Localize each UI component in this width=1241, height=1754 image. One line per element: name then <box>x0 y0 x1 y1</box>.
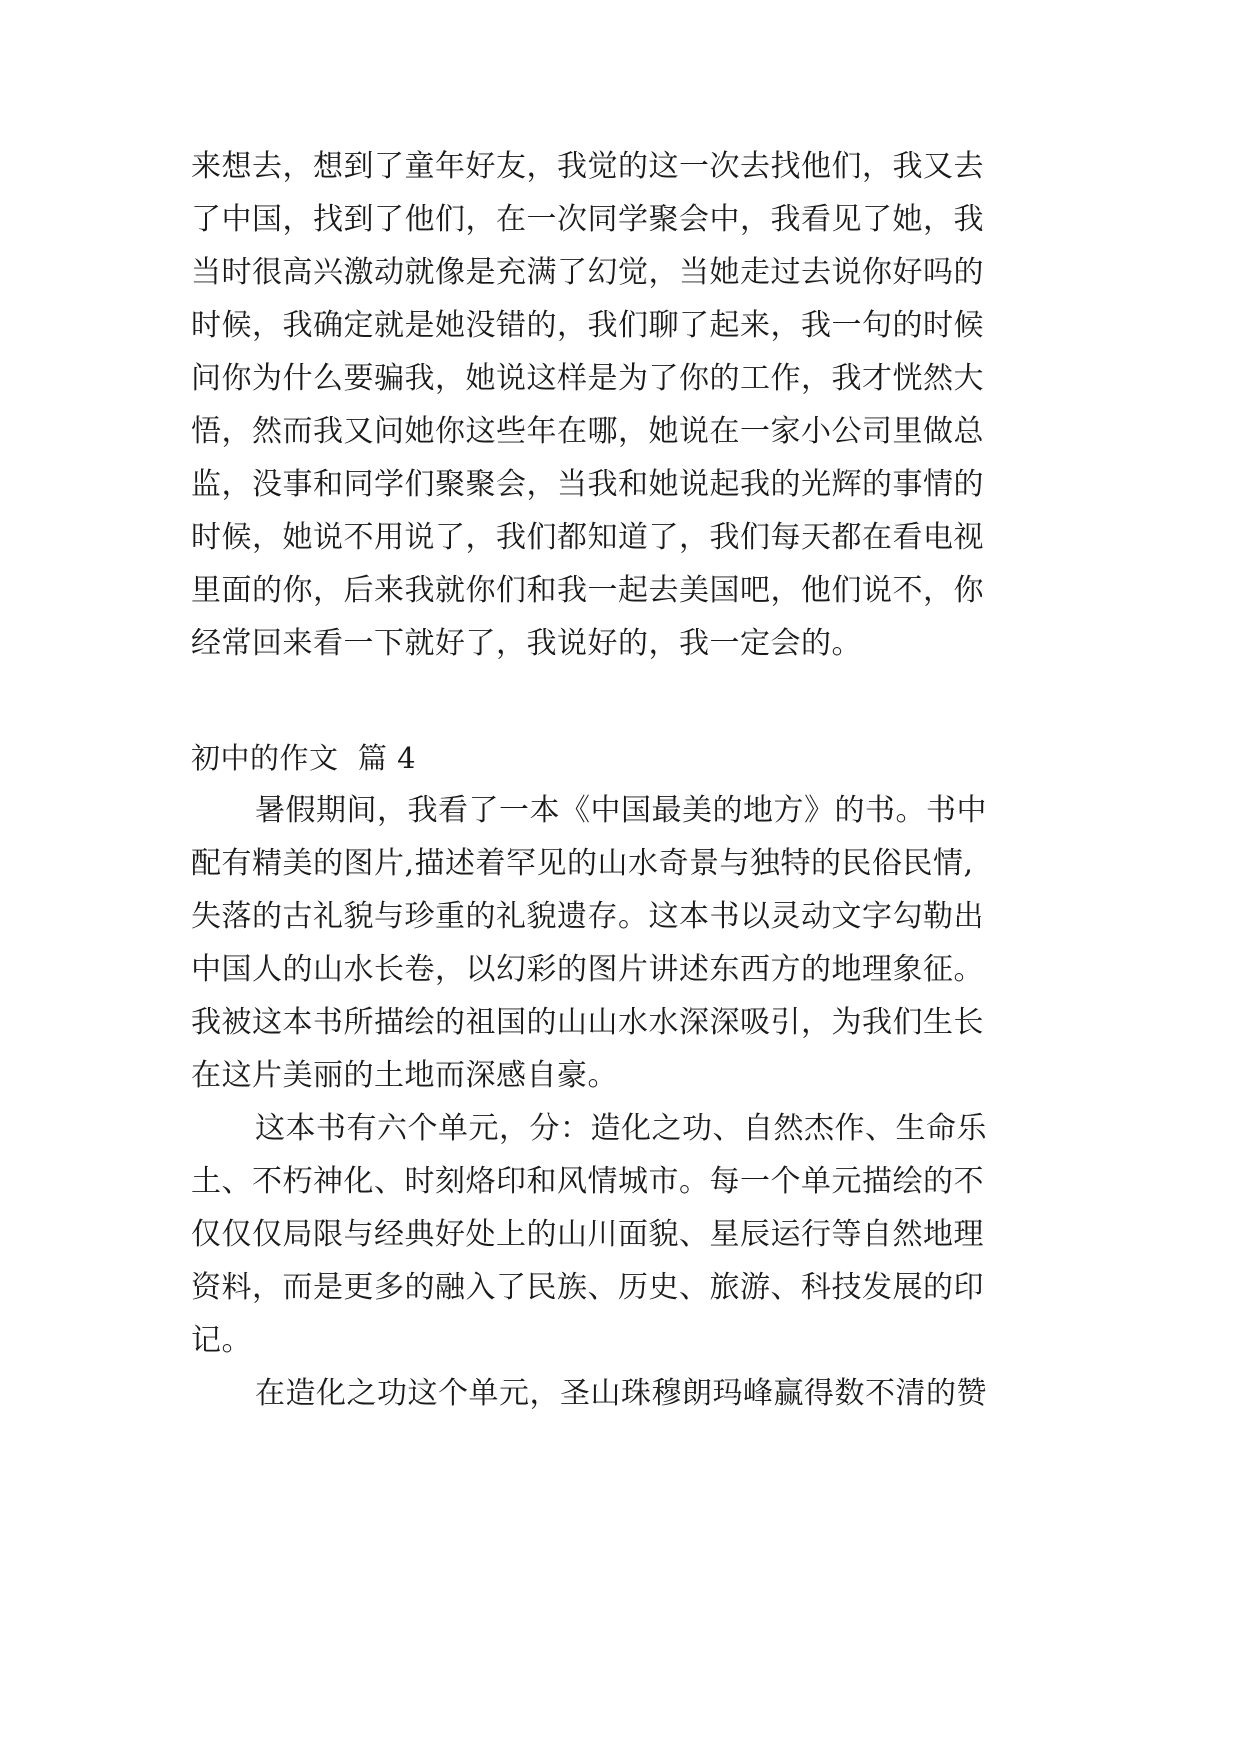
text-line: 当时很高兴激动就像是充满了幻觉，当她走过去说你好吗的 <box>191 255 984 290</box>
text-line: 资料，而是更多的融入了民族、历史、旅游、科技发展的印 <box>191 1270 984 1305</box>
text-line: 问你为什么要骗我，她说这样是为了你的工作，我才恍然大 <box>191 361 984 396</box>
text-line: 这本书有六个单元，分：造化之功、自然杰作、生命乐 <box>255 1111 987 1146</box>
text-line: 在这片美丽的土地而深感自豪。 <box>191 1058 618 1093</box>
text-line: 土、不朽神化、时刻烙印和风情城市。每一个单元描绘的不 <box>191 1164 984 1199</box>
text-line: 记。 <box>191 1323 252 1358</box>
text-line: 配有精美的图片,描述着罕见的山水奇景与独特的民俗民情, <box>191 846 974 881</box>
text-line: 我被这本书所描绘的祖国的山山水水深深吸引，为我们生长 <box>191 1005 984 1040</box>
text-line: 监，没事和同学们聚聚会，当我和她说起我的光辉的事情的 <box>191 467 984 502</box>
text-line: 里面的你，后来我就你们和我一起去美国吧，他们说不，你 <box>191 573 984 608</box>
text-line: 经常回来看一下就好了，我说好的，我一定会的。 <box>191 626 862 661</box>
text-line: 失落的古礼貌与珍重的礼貌遗存。这本书以灵动文字勾勒出 <box>191 899 984 934</box>
text-line: 仅仅仅局限与经典好处上的山川面貌、星辰运行等自然地理 <box>191 1217 984 1252</box>
text-line: 悟，然而我又问她你这些年在哪，她说在一家小公司里做总 <box>191 414 984 449</box>
text-line: 中国人的山水长卷，以幻彩的图片讲述东西方的地理象征。 <box>191 952 984 987</box>
text-line: 了中国，找到了他们，在一次同学聚会中，我看见了她，我 <box>191 202 984 237</box>
text-line: 来想去，想到了童年好友，我觉的这一次去找他们，我又去 <box>191 149 984 184</box>
text-line: 在造化之功这个单元，圣山珠穆朗玛峰赢得数不清的赞 <box>255 1376 987 1411</box>
section-heading: 初中的作文 篇 4 <box>191 741 417 775</box>
text-line: 时候，我确定就是她没错的，我们聊了起来，我一句的时候 <box>191 308 984 343</box>
text-line: 时候，她说不用说了，我们都知道了，我们每天都在看电视 <box>191 520 984 555</box>
text-line: 暑假期间，我看了一本《中国最美的地方》的书。书中 <box>255 793 987 828</box>
